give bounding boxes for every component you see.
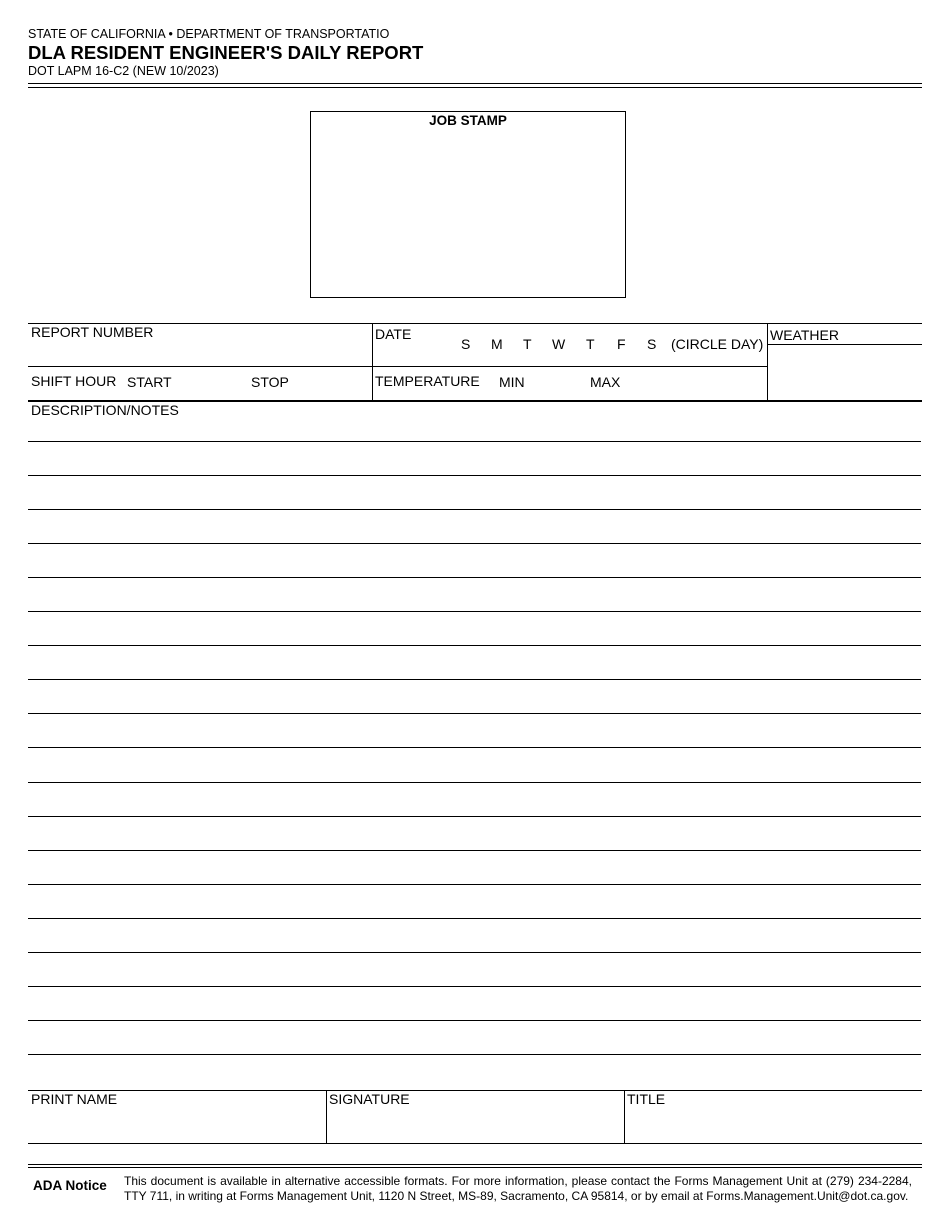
title-field[interactable]: TITLE (627, 1091, 666, 1107)
weather-field[interactable] (768, 345, 922, 400)
job-stamp-box[interactable] (310, 111, 626, 298)
ada-notice-label: ADA Notice (33, 1178, 107, 1193)
day-friday[interactable]: F (617, 336, 626, 352)
description-line[interactable] (28, 509, 921, 510)
day-wednesday[interactable]: W (552, 336, 566, 352)
description-line[interactable] (28, 782, 921, 783)
ada-rule-top (28, 1164, 922, 1165)
description-line[interactable] (28, 713, 921, 714)
day-sunday[interactable]: S (461, 336, 471, 352)
header-rule-top (28, 83, 922, 84)
day-thursday[interactable]: T (586, 336, 595, 352)
description-line[interactable] (28, 816, 921, 817)
print-name-field[interactable]: PRINT NAME (31, 1091, 118, 1107)
description-line[interactable] (28, 679, 921, 680)
shift-stop-field[interactable]: STOP (251, 374, 289, 390)
description-line[interactable] (28, 952, 921, 953)
description-line[interactable] (28, 747, 921, 748)
description-line[interactable] (28, 475, 921, 476)
signature-divider-2 (624, 1090, 625, 1143)
description-line[interactable] (28, 645, 921, 646)
ada-rule-bottom (28, 1167, 922, 1168)
description-line[interactable] (28, 850, 921, 851)
signature-block-bottom-rule (28, 1143, 922, 1144)
ada-notice-text: This document is available in alternative accessible formats. For more information, please contact the Forms Management Unit at (279) 234-2284, TTY 711, in writing at Forms Management Unit, 1120 N Street, MS-89, Sacramento, CA 95814, or by email at Forms.Management.Unit@dot.ca.gov. (124, 1174, 912, 1203)
circle-day-hint: (CIRCLE DAY) (671, 336, 764, 352)
info-grid-divider-1 (372, 323, 373, 401)
description-line[interactable] (28, 1020, 921, 1021)
job-stamp-label: JOB STAMP (429, 113, 507, 128)
description-line[interactable] (28, 441, 921, 442)
signature-block-top-rule (28, 1090, 922, 1091)
description-line[interactable] (28, 986, 921, 987)
description-line[interactable] (28, 611, 921, 612)
description-notes-label: DESCRIPTION/NOTES (31, 402, 179, 418)
description-line[interactable] (28, 918, 921, 919)
description-line[interactable] (28, 543, 921, 544)
info-grid-top-rule (28, 323, 922, 324)
date-field[interactable]: DATE (375, 326, 412, 342)
day-saturday[interactable]: S (647, 336, 657, 352)
day-tuesday[interactable]: T (523, 336, 532, 352)
signature-divider-1 (326, 1090, 327, 1143)
form-number: DOT LAPM 16-C2 (NEW 10/2023) (28, 64, 219, 78)
signature-field[interactable]: SIGNATURE (329, 1091, 410, 1107)
temperature-max-field[interactable]: MAX (590, 374, 621, 390)
weather-label: WEATHER (770, 327, 839, 343)
shift-start-field[interactable]: START (127, 374, 172, 390)
agency-line: STATE OF CALIFORNIA • DEPARTMENT OF TRANSPORTATIO (28, 27, 390, 41)
temperature-min-field[interactable]: MIN (499, 374, 525, 390)
form-title: DLA RESIDENT ENGINEER'S DAILY REPORT (28, 42, 424, 63)
description-line[interactable] (28, 884, 921, 885)
temperature-label: TEMPERATURE (375, 373, 480, 389)
info-grid-middle-rule (28, 366, 768, 367)
day-monday[interactable]: M (491, 336, 503, 352)
shift-hour-label: SHIFT HOUR (31, 373, 117, 389)
header-rule-bottom (28, 87, 922, 88)
description-line[interactable] (28, 1054, 921, 1055)
description-line[interactable] (28, 577, 921, 578)
report-number-field[interactable]: REPORT NUMBER (31, 324, 154, 340)
